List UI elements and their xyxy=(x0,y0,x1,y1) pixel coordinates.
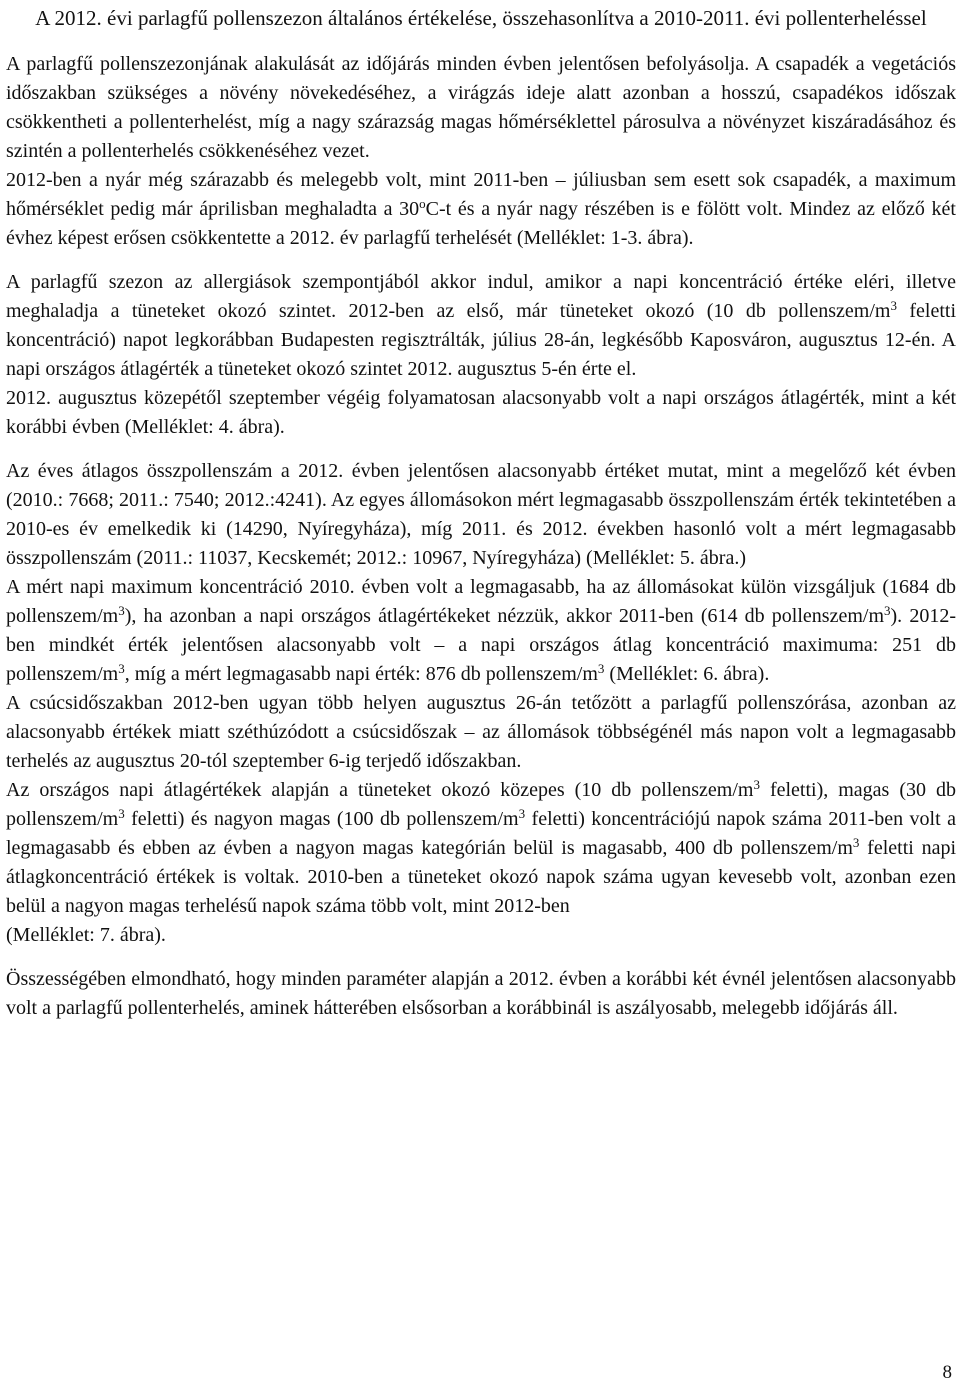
paragraph-conclusion: Összességében elmondható, hogy minden paraméter alapján a 2012. évben a korábbi két évnél jelentősen alacsonyabb volt a parlagfű pollenterhelés, aminek hátterében elsősorban a korábbinál is aszályosabb, melegebb időjárás áll. xyxy=(6,968,956,1019)
text-span: feletti), magas (30 db pollenszem/m xyxy=(6,779,956,830)
text-span: 2012-ben a nyár még szárazabb és melegebb volt, mint 2011-ben – júliusban sem esett sok csapadék, a maximum hőmérséklet pedig már áprilisban meghaladta a 30 xyxy=(6,169,956,220)
text-span: feletti) és nagyon magas (100 db pollenszem/m xyxy=(124,808,519,830)
superscript: 3 xyxy=(884,603,891,618)
paragraph-daily-average: 2012. augusztus közepétől szeptember végéig folyamatosan alacsonyabb volt a napi országos átlagérték, mint a két korábbi évben (Melléklet: 4. ábra). xyxy=(6,387,956,438)
figure-reference: (Melléklet: 7. ábra). xyxy=(6,924,166,946)
text-span: feletti) koncentrációjú napok száma 2011-ben volt a legmagasabb és ebben az évben a nagyon magas kategórián belül is magasabb, 400 db pollenszem/m xyxy=(6,808,956,859)
text-span: A mért napi maximum koncentráció 2010. évben volt a legmagasabb, ha az állomásokat külön vizsgáljuk (1684 db pollenszem/m xyxy=(6,576,956,627)
text-span: Az országos napi átlagértékek alapján a tüneteket okozó közepes (10 db pollenszem/m xyxy=(6,779,754,801)
paragraph-2012-summer xyxy=(6,166,956,253)
text-span: , míg a mért legmagasabb napi érték: 876 db pollenszem/m xyxy=(124,663,598,685)
paragraph-daily-maximum xyxy=(6,573,956,689)
paragraph-peak-period: A csúcsidőszakban 2012-ben ugyan több helyen augusztus 26-án tetőzött a parlagfű pollenszórása, azonban az alacsonyabb értékek miatt széthúzódott a csúcsidőszak – az állomások többségénél más napon volt a legmagasabb terhelés az augusztus 20-tól szeptember 6-ig terjedő időszakban. xyxy=(6,692,956,772)
text-span: ), ha azonban a napi országos átlagértékeket nézzük, akkor 2011-ben (614 db pollenszem/m xyxy=(124,605,885,627)
superscript: o xyxy=(419,196,426,211)
text-span: (Melléklet: 6. ábra). xyxy=(604,663,770,685)
superscript: 3 xyxy=(518,806,526,821)
text-span: A parlagfű szezon az allergiások szempontjából akkor indul, amikor a napi koncentráció értéke eléri, illetve meghaladja a tüneteket okozó szintet. 2012-ben az első, már tüneteket okozó (10 db pollenszem/m xyxy=(6,271,956,322)
superscript: 3 xyxy=(118,661,125,676)
paragraph-annual-total: Az éves átlagos összpollenszám a 2012. évben jelentősen alacsonyabb értéket mutat, mint a megelőző két évben (2010.: 7668; 2011.: 7540; 2012.:4241). Az egyes állomásokon mért legmagasabb összpollenszám érték tekintetében a 2010-es év emelkedik ki (14290, Nyíregyháza), míg 2011. és 2012. években hasonló volt a mért legmagasabb összpollenszám (2011.: 11037, Kecskemét; 2012.: 10967, Nyíregyháza) (Melléklet: 5. ábra.) xyxy=(6,460,956,569)
superscript: 3 xyxy=(118,603,125,618)
superscript: 3 xyxy=(118,806,125,821)
paragraph-weather-influence: A parlagfű pollenszezonjának alakulását az időjárás minden évben jelentősen befolyásolja. A csapadék a vegetációs időszakban szükséges a növény növekedéséhez, a virágzás ideje alatt azonban a hosszú, csapadékos időszak csökkentheti a pollenterhelést, míg a nagy szárazság magas hőmérséklettel párosulva a növényzet kiszáradásához és szintén a pollenterhelés csökkenéséhez vezet. xyxy=(6,53,956,162)
text-span: C-t és a nyár nagy részében is e fölött volt. Mindez az előző két évhez képest erősen csökkentette a 2012. év parlagfű terhelését (Melléklet: 1-3. ábra). xyxy=(6,198,956,249)
document-page xyxy=(6,4,956,1023)
superscript: 3 xyxy=(852,835,860,850)
text-span: feletti koncentráció) napot legkorábban Budapesten regisztrálták, július 28-án, legkésőbb Kaposváron, augusztus 12-én. A napi országos átlagérték a tüneteket okozó szintet 2012. augusztus 5-én érte el. xyxy=(6,300,957,380)
text-span: ). 2012-ben mindkét érték jelentősen alacsonyabb volt – a napi országos átlag koncentráció maximuma: 251 db pollenszem/m xyxy=(6,605,956,685)
superscript: 3 xyxy=(753,777,760,792)
paragraph-season-start xyxy=(6,268,956,384)
page-number: 8 xyxy=(942,1362,952,1383)
superscript: 3 xyxy=(890,298,897,313)
superscript: 3 xyxy=(597,661,605,676)
paragraph-symptom-days xyxy=(6,776,956,950)
document-title: A 2012. évi parlagfű pollenszezon általános értékelése, összehasonlítva a 2010-2011. évi pollenterheléssel xyxy=(35,6,927,30)
text-span: feletti napi átlagkoncentráció értékek is voltak. 2010-ben a tüneteket okozó napok száma ugyan kevesebb volt, azonban ezen belül a nagyon magas terhelésű napok száma több volt, mint 2012-ben xyxy=(6,837,957,917)
